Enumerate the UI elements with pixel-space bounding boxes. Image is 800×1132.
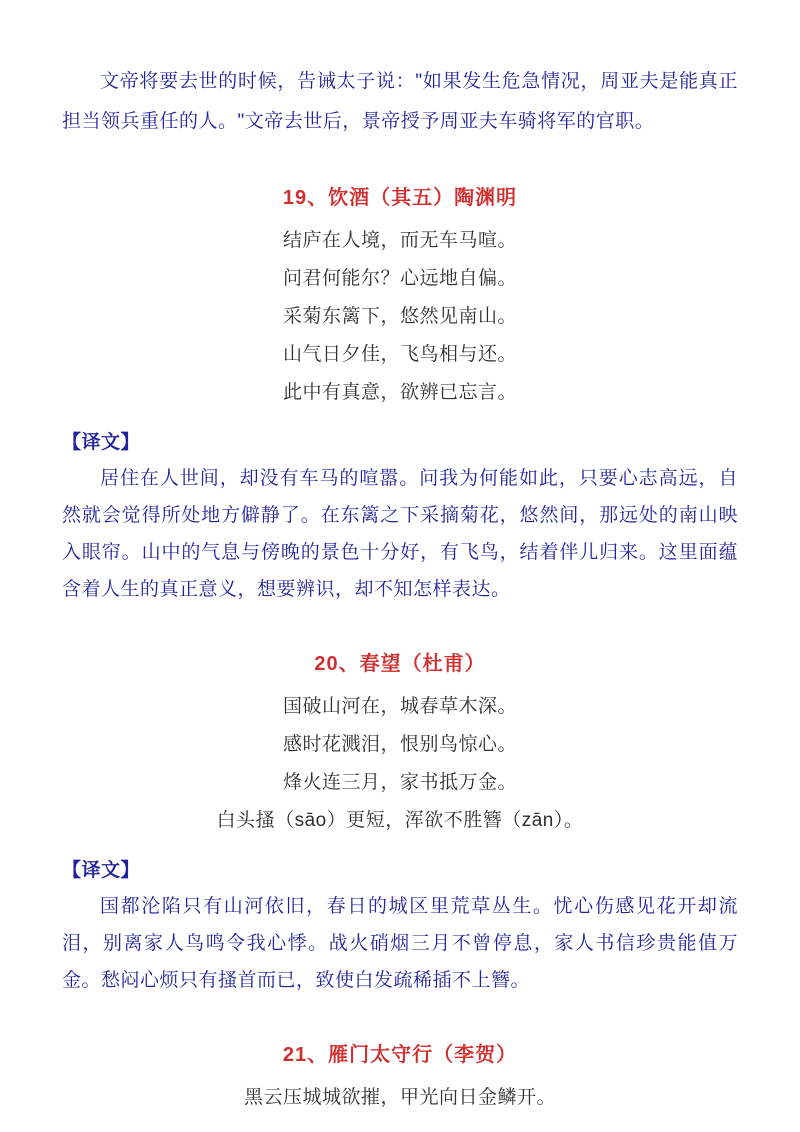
poem-20-title: 20、春望（杜甫）: [314, 653, 486, 675]
poem-line: 问君何能尔？心远地自偏。: [282, 268, 517, 289]
poem-line: 白头搔（sāo）更短，浑欲不胜簪（zān）。: [216, 810, 584, 831]
poem-line: 结庐在人境，而无车马喧。: [282, 230, 517, 251]
poem-20: [62, 688, 738, 840]
poem-line: 黑云压城城欲摧，甲光向日金鳞开。: [243, 1087, 556, 1108]
translation-paragraph-20: 国都沦陷只有山河依旧，春日的城区里荒草丛生。忧心伤感见花开却流泪，别离家人鸟鸣令我心悸。战火硝烟三月不曾停息，家人书信珍贵能值万金。愁闷心烦只有搔首而已，致使白发疏稀插不上簪。: [62, 896, 738, 991]
poem-line: 烽火连三月，家书抵万金。: [282, 772, 517, 793]
poem-19: [62, 222, 738, 412]
poem-line: 此中有真意，欲辨已忘言。: [282, 382, 517, 403]
poem-line: 山气日夕佳，飞鸟相与还。: [282, 344, 517, 365]
poem-21: [62, 1079, 738, 1117]
poem-21-title: 21、雁门太守行（李贺）: [282, 1044, 518, 1066]
translation-paragraph-19: 居住在人世间，却没有车马的喧嚣。问我为何能如此，只要心志高远，自然就会觉得所处地方僻静了。在东篱之下采摘菊花，悠然间，那远处的南山映入眼帘。山中的气息与傍晚的景色十分好，有飞鸟，结着伴儿归来。这里面蕴含着人生的真正意义，想要辨识，却不知怎样表达。: [62, 468, 738, 600]
translation-label: 【译文】: [62, 432, 141, 453]
poem-19-title: 19、饮酒（其五）陶渊明: [282, 187, 518, 209]
intro-paragraph: 文帝将要去世的时候，告诫太子说："如果发生危急情况，周亚夫是能真正担当领兵重任的人。"文帝去世后，景帝授予周亚夫车骑将军的官职。: [62, 71, 738, 132]
poem-line: 国破山河在，城春草木深。: [282, 696, 517, 717]
poem-21-section: [62, 1041, 738, 1117]
poem-line: 采菊东篱下，悠然见南山。: [282, 306, 517, 327]
translation-label: 【译文】: [62, 860, 141, 881]
poem-line: 感时花溅泪，恨别鸟惊心。: [282, 734, 517, 755]
